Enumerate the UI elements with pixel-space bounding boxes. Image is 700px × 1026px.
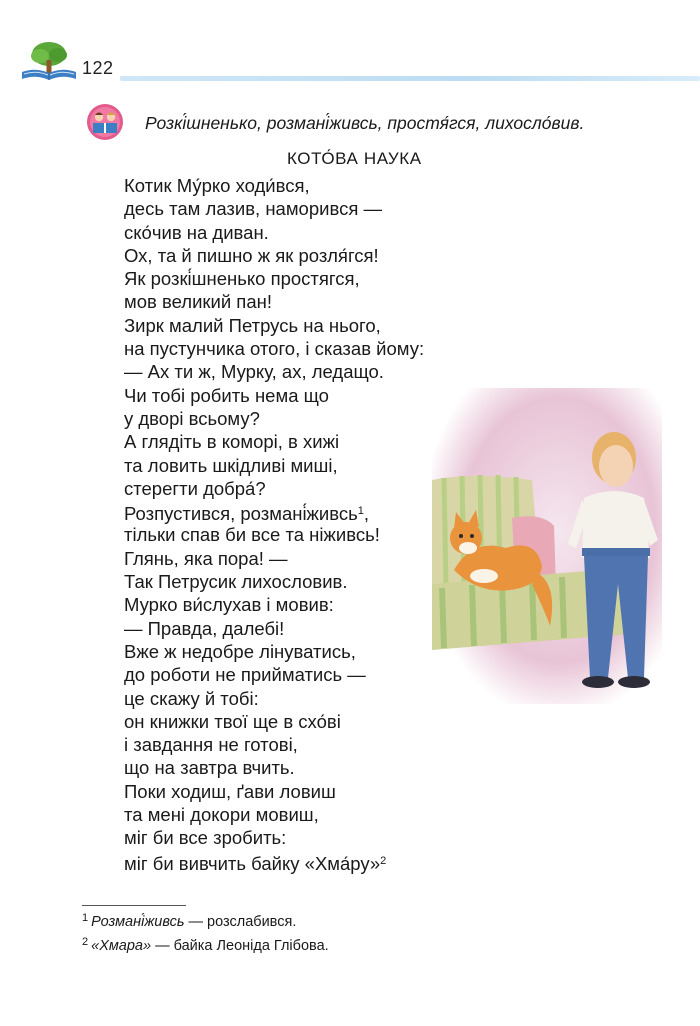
poem-line: он книжки твої ще в схо́ві [124,710,341,732]
footnote-mark: 1 [357,505,364,518]
poem-line-punct: , [363,503,370,525]
footnote-term: «Хмара» [91,938,152,954]
poem-line-text: Розпустився, розмані́живсь [124,503,358,525]
poem-line: Як розкі́шненько простягся, [124,268,360,290]
poem-line: і завдання не готові, [124,734,298,756]
poem [124,174,424,873]
reading-words: Розкі́шненько, розмані́живсь, простя́гся, лихосло́вив. [145,113,585,133]
poem-line: міг би все зробить: [124,827,287,849]
footnote [82,912,296,930]
poem-line: А глядіть в коморі, в хижі [124,431,340,453]
poem-line: що на завтра вчить. [124,757,295,779]
poem-line: тільки спав би все та ніживсь! [124,524,380,546]
poem-line: Котик Му́рко ходи́вся, [124,175,310,196]
header-rule [120,76,700,81]
poem-line [124,850,424,873]
poem-line: мов великий пан! [124,291,272,313]
poem-line: Чи тобі робить нема що [124,384,329,406]
poem-line: Ох, та й пишно ж як розля́гся! [124,244,379,266]
footnote-definition: — розслабився. [184,914,297,930]
page-number: 122 [82,58,114,78]
poem-line: Вже ж недобре лінуватись, [124,640,356,662]
footnote-definition: — байка Леоніда Глібова. [151,938,329,954]
poem-line: — Ах ти ж, Мурку, ах, ледащо. [124,361,384,383]
tree-on-book-icon [18,38,80,84]
poem-line: Так Петрусик лихословив. [124,571,348,593]
poem-line: — Правда, далебі! [124,617,285,639]
children-reading-icon [86,103,124,141]
footnote-term: Розмані́живсь [91,914,185,930]
footnote-rule [82,905,186,906]
poem-line: на пустунчика отого, і сказав йому: [124,338,425,360]
poem-line: до роботи не прийматись — [124,664,366,686]
poem-line: та ловить шкідливі миші, [124,454,338,476]
footnote-number: 1 [82,912,89,924]
boy-and-cat-illustration [432,388,662,704]
footnote-number: 2 [82,936,89,948]
poem-line [124,500,424,523]
footnote-mark: 2 [380,854,387,867]
poem-line: десь там лазив, наморився — [124,198,382,220]
poem-line: Зирк малий Петрусь на нього, [124,314,381,336]
poem-line: ско́чив на диван. [124,221,269,243]
footnote [82,936,329,954]
poem-line-text: міг би вивчить байку «Хма́ру» [124,852,381,874]
poem-line: Поки ходиш, ґави ловиш [124,780,336,802]
poem-title: КОТО́ВА НАУКА [287,149,422,168]
poem-line: стерегти добра́? [124,477,266,499]
poem-line: це скажу й тобі: [124,687,259,709]
poem-line: у дворі всьому? [124,407,260,429]
poem-line: Глянь, яка пора! — [124,547,288,569]
poem-line: Мурко ви́слухав і мовив: [124,594,334,616]
poem-line: та мені докори мовиш, [124,804,319,826]
